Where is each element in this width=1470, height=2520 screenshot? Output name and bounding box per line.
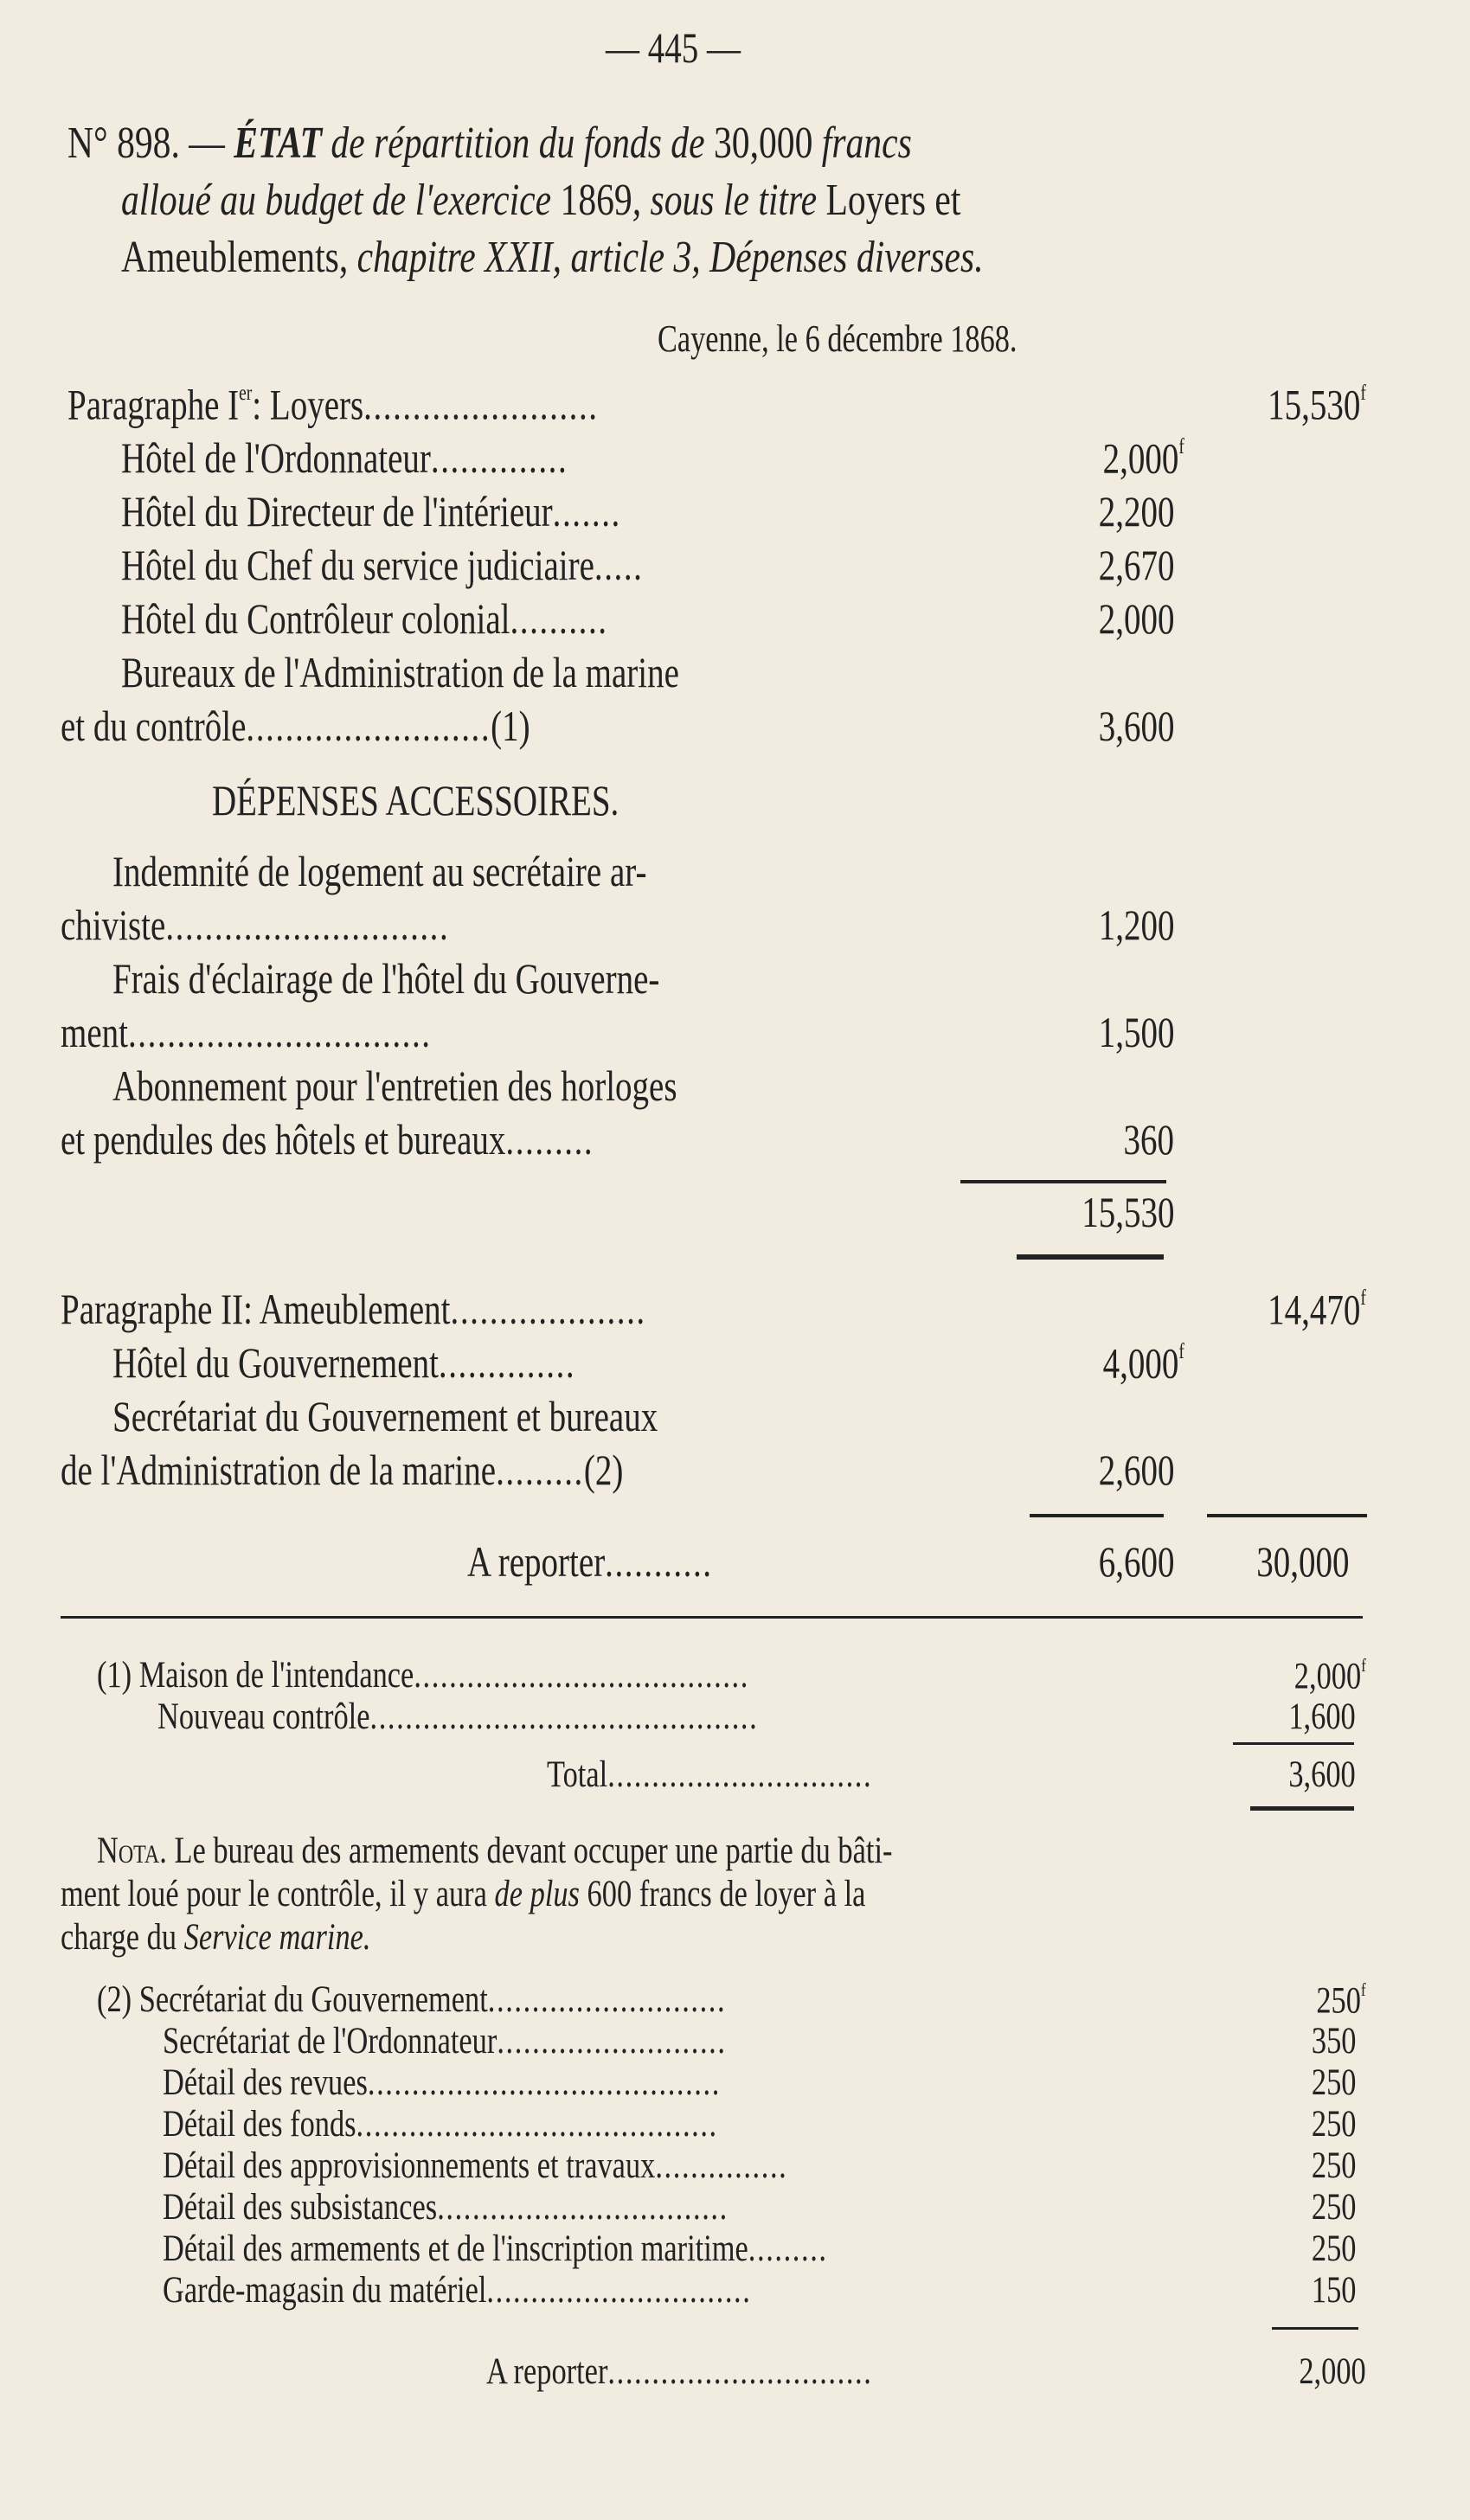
p1-bureaux-note: (1) [491, 702, 530, 750]
p2-item2-note: (2) [583, 1446, 624, 1494]
fn2-row1-value: 250 [1316, 1980, 1362, 2022]
fn2-row3-dots: ........................................ [367, 2062, 721, 2103]
fn2-row1 [97, 1981, 726, 2018]
place-date: Cayenne, le 6 décembre 1868. [658, 317, 1017, 360]
acc-item3-line2 [61, 1115, 594, 1164]
acc-item1-value: 1,200 [1098, 901, 1174, 949]
title-year: 1869 [560, 176, 632, 225]
nota-label: Nota. [97, 1831, 167, 1871]
fn2-row5-text: Détail des approvisionnements et travaux [163, 2145, 656, 2186]
p2-item2-value: 2,600 [1098, 1446, 1174, 1494]
footnote-separator [61, 1616, 1363, 1619]
title-line2a: alloué au budget de l'exercice [121, 176, 561, 225]
fn1-row1-text: Maison de l'intendance [138, 1655, 414, 1696]
fn2-row6 [163, 2189, 729, 2226]
fn1-total-dots: .............................. [607, 1754, 873, 1795]
fn1-row2-text: Nouveau contrôle [157, 1696, 370, 1737]
paragraph2-dots: .................... [450, 1285, 646, 1333]
fn1-row1-value: 2,000 [1293, 1656, 1362, 1697]
fn1-total [547, 1756, 872, 1793]
accessoires-heading: DÉPENSES ACCESSOIRES. [212, 776, 619, 824]
page-number: — 445 — [606, 23, 741, 72]
nota-line3 [61, 1919, 371, 1956]
document-title-line1 [67, 121, 912, 166]
nota-text-3b: Service marine. [183, 1917, 371, 1958]
fn1-row2-value: 1,600 [1288, 1696, 1356, 1737]
nota-text-3a: charge du [61, 1917, 184, 1958]
p1-bureaux-line2 [61, 702, 530, 750]
nota-text-1: Le bureau des armements devant occuper une partie du bâti- [166, 1831, 893, 1871]
subtotal-double-rule [1017, 1254, 1164, 1260]
acc-item3-dots: ......... [505, 1115, 594, 1164]
fn2-row3-text: Détail des revues [163, 2062, 368, 2103]
nota-text-2c: 600 francs de loyer à la [579, 1874, 866, 1914]
fn2-row8-text: Garde-magasin du matériel [163, 2270, 487, 2311]
title-francs: francs [812, 119, 912, 168]
fn2-row5-dots: ............... [655, 2145, 788, 2186]
acc-subtotal: 15,530 [1081, 1188, 1174, 1236]
acc-item2-dots: ............................... [127, 1008, 432, 1056]
p1-item-1-unit: f [1178, 435, 1184, 458]
fn1-total-value: 3,600 [1288, 1754, 1356, 1795]
p1-bureaux-line1: Bureaux de l'Administration de la marine [121, 648, 679, 696]
fn2-row4 [163, 2106, 718, 2143]
acc-item1-text: chiviste [61, 901, 166, 949]
title-amount: 30,000 [713, 119, 813, 168]
p1-item-2 [121, 487, 621, 535]
paragraph1-total-unit: f [1360, 382, 1366, 405]
p1-item-4 [121, 594, 608, 643]
fn1-marker: (1) [97, 1655, 132, 1696]
fn1-row1-amount [1294, 1657, 1366, 1695]
paragraph1-dots: ........................ [363, 380, 599, 429]
p1-bureaux-value: 3,600 [1098, 702, 1174, 750]
fn2-row1-unit: f [1361, 1979, 1366, 2000]
p2-item1-value: 4,000 [1102, 1338, 1179, 1388]
fn1-row1-unit: f [1361, 1655, 1366, 1676]
p2-item2-line2 [61, 1446, 624, 1494]
fn2-row5-value: 250 [1311, 2145, 1356, 2186]
nota-text-2b: de plus [494, 1874, 580, 1914]
document-title-line2 [121, 178, 960, 223]
nota-text-2a: ment loué pour le contrôle, il y aura [61, 1874, 495, 1914]
fn1-total-rule [1233, 1742, 1354, 1745]
fn2-row6-dots: ................................. [437, 2187, 729, 2228]
p1-item-4-dots: .......... [510, 594, 608, 643]
title-line3a: Ameublements, [121, 233, 357, 282]
document-title-line3 [121, 235, 984, 280]
fn2-row8-dots: .............................. [486, 2270, 752, 2311]
acc-item3-line1: Abonnement pour l'entretien des horloges [112, 1061, 677, 1110]
fn2-report-rule [1272, 2327, 1358, 2330]
fn2-row1-amount [1316, 1979, 1366, 2022]
p1-item-1-amount [1102, 433, 1184, 483]
acc-item2-text: ment [61, 1008, 128, 1056]
acc-item2-value: 1,500 [1098, 1008, 1174, 1056]
fn2-row7-text: Détail des armements et de l'inscription maritime [163, 2228, 748, 2269]
fn2-row3 [163, 2064, 721, 2101]
fn1-total-label: Total [547, 1754, 608, 1795]
report-rule-right [1207, 1514, 1367, 1517]
paragraph2-heading [61, 1287, 646, 1331]
p1-item-3 [121, 543, 643, 587]
fn2-row5 [163, 2147, 787, 2184]
p2-item2-text: de l'Administration de la marine [61, 1446, 497, 1494]
fn1-total-double-rule [1250, 1806, 1354, 1811]
p1-bureaux-text: et du contrôle [61, 702, 247, 750]
fn1-row2-dots: ............................................ [369, 1696, 759, 1737]
title-etat: ÉTAT [234, 119, 323, 168]
acc-item3-value: 360 [1123, 1115, 1174, 1164]
fn2-row4-text: Détail des fonds [163, 2104, 356, 2145]
paragraph2-total [1268, 1285, 1366, 1334]
title-line2b: , sous le titre [632, 176, 826, 225]
fn2-row1-dots: ........................... [487, 1979, 727, 2020]
fn2-row7 [163, 2230, 828, 2267]
nota-line2 [61, 1876, 865, 1913]
paragraph1-label-rest: : Loyers [252, 380, 364, 429]
paragraph1-total-value: 15,530 [1268, 380, 1361, 429]
p1-item-3-value: 2,670 [1098, 541, 1174, 589]
report-value: 6,600 [1098, 1537, 1174, 1586]
report-dots: ........... [605, 1537, 713, 1586]
p1-item-2-text: Hôtel du Directeur de l'intérieur [121, 487, 553, 535]
fn2-row1-text: Secrétariat du Gouvernement [138, 1979, 488, 2020]
acc-item2-line1: Frais d'éclairage de l'hôtel du Gouverne- [112, 954, 660, 1003]
fn2-row8 [163, 2272, 751, 2309]
fn1-row1 [97, 1657, 749, 1694]
paragraph1-label: Paragraphe I [67, 380, 240, 429]
p1-item-4-value: 2,000 [1098, 594, 1174, 643]
p1-item-3-dots: ..... [594, 541, 644, 589]
paragraph1-heading [67, 380, 599, 429]
acc-item1-line1: Indemnité de logement au secrétaire ar- [112, 847, 647, 895]
fn2-report-label: A reporter [486, 2351, 608, 2392]
fn1-row2 [157, 1698, 758, 1735]
paragraph2-label: Paragraphe II: Ameublement [61, 1285, 451, 1333]
fn2-row2-value: 350 [1311, 2021, 1356, 2062]
p1-item-1-text: Hôtel de l'Ordonnateur [121, 433, 431, 482]
document-number: N° 898. [67, 119, 180, 168]
p2-item2-line1: Secrétariat du Gouvernement et bureaux [112, 1392, 658, 1440]
paragraph1-sup: er [239, 382, 253, 405]
fn2-row3-value: 250 [1311, 2062, 1356, 2103]
paragraph2-total-value: 14,470 [1268, 1285, 1361, 1334]
p2-item2-dots: ......... [496, 1446, 584, 1494]
p1-item-2-value: 2,200 [1098, 487, 1174, 535]
fn2-report-value: 2,000 [1299, 2351, 1366, 2392]
paragraph2-total-unit: f [1360, 1286, 1366, 1310]
p2-item1-unit: f [1178, 1340, 1184, 1363]
p1-bureaux-dots: ......................... [246, 702, 491, 750]
p1-item-1 [121, 433, 568, 482]
p2-item1-amount [1102, 1338, 1184, 1388]
paragraph1-total [1268, 380, 1366, 429]
fn2-row2-dots: .......................... [497, 2021, 727, 2062]
fn2-marker: (2) [97, 1979, 132, 2020]
report-line [467, 1537, 713, 1586]
title-line2c: Loyers et [825, 176, 961, 225]
acc-item1-line2 [61, 901, 450, 949]
acc-item3-text: et pendules des hôtels et bureaux [61, 1115, 506, 1164]
fn1-row1-dots: ...................................... [414, 1655, 749, 1696]
fn2-row6-value: 250 [1311, 2187, 1356, 2228]
p1-item-2-dots: ....... [552, 487, 621, 535]
fn2-row6-text: Détail des subsistances [163, 2187, 438, 2228]
fn2-row7-dots: ......... [748, 2228, 828, 2269]
title-dash: — [179, 119, 234, 168]
title-text-1: de répartition du fonds de [322, 119, 714, 168]
fn2-row2 [163, 2023, 727, 2060]
fn2-row4-dots: ......................................... [356, 2104, 718, 2145]
fn2-row2-text: Secrétariat de l'Ordonnateur [163, 2021, 497, 2062]
acc-item1-dots: ............................. [165, 901, 450, 949]
p1-item-1-value: 2,000 [1102, 433, 1179, 483]
report-rule-left [1030, 1514, 1164, 1517]
report-label: A reporter [467, 1537, 606, 1586]
fn2-row7-value: 250 [1311, 2228, 1356, 2269]
p1-item-4-text: Hôtel du Contrôleur colonial [121, 594, 510, 643]
subtotal-rule [960, 1180, 1166, 1183]
p1-item-1-dots: .............. [430, 433, 568, 482]
p1-item-3-text: Hôtel du Chef du service judiciaire [121, 541, 594, 589]
fn2-row4-value: 250 [1311, 2104, 1356, 2145]
p2-item1-dots: .............. [438, 1338, 576, 1387]
title-line3b: chapitre XXII, article 3, Dépenses diverses. [356, 233, 984, 282]
fn2-row8-value: 150 [1311, 2270, 1356, 2311]
p2-item1-text: Hôtel du Gouvernement [112, 1338, 439, 1387]
acc-item2-line2 [61, 1010, 432, 1054]
fn2-report-dots: .............................. [607, 2351, 873, 2392]
nota-line1 [97, 1832, 892, 1869]
fn2-report [486, 2353, 872, 2390]
p2-item1 [112, 1338, 576, 1387]
report-total: 30,000 [1255, 1537, 1349, 1586]
